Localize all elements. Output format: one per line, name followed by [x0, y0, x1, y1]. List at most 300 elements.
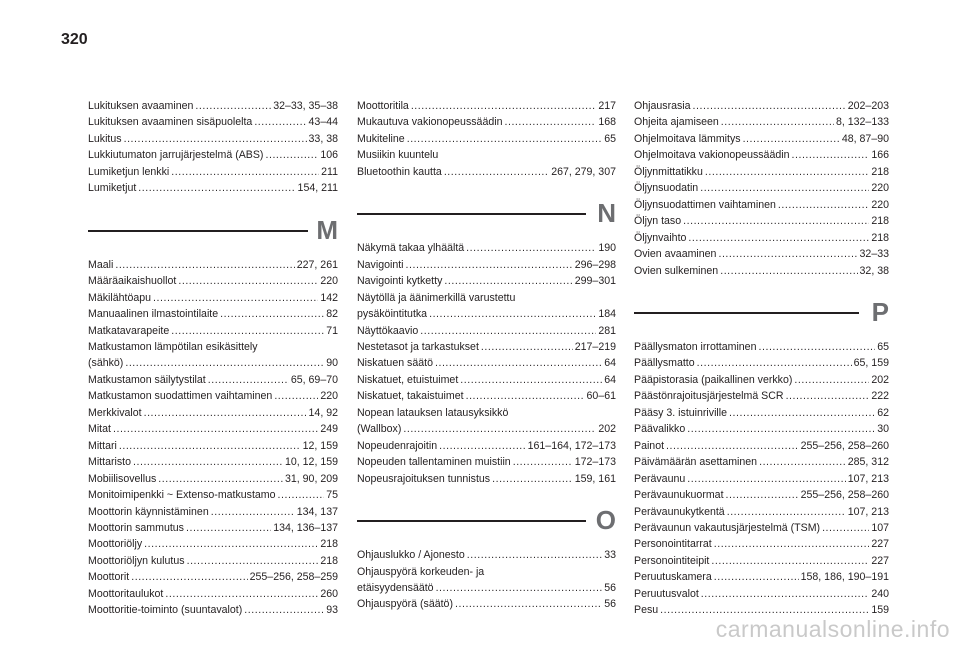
entry-pages: 32–33, 35–38: [273, 100, 338, 112]
entry-pages: 166: [871, 149, 889, 162]
entry-pages: 33: [604, 549, 616, 562]
dot-leader: [113, 421, 318, 437]
index-entry: [634, 454, 889, 470]
dot-leader: [444, 164, 549, 180]
index-column-2: [357, 98, 616, 613]
entry-pages: 202: [598, 423, 616, 436]
dot-leader: [697, 355, 852, 371]
entry-pages: 134, 137: [296, 505, 338, 518]
entry-term: Nopeudenrajoitin: [357, 439, 438, 452]
section-letter: O: [595, 505, 616, 536]
entry-pages: 159: [871, 604, 889, 617]
entry-pages: 90: [326, 357, 338, 370]
dot-leader: [278, 487, 325, 503]
index-entry: [634, 164, 889, 180]
dot-leader: [759, 454, 846, 470]
section-divider: [357, 213, 586, 215]
index-entry: [634, 147, 889, 163]
index-entry: [88, 388, 338, 404]
dot-leader: [711, 553, 869, 569]
dot-leader: [407, 131, 603, 147]
index-entry: [634, 355, 889, 371]
index-entry: [634, 98, 889, 114]
index-entry: [88, 487, 338, 503]
entry-term: Päällysmaton irrottaminen: [634, 340, 757, 353]
dot-leader: [513, 454, 573, 470]
dot-leader: [133, 454, 283, 470]
entry-term: Perävaunu: [634, 472, 686, 485]
entry-pages: 14, 92: [308, 406, 338, 419]
index-entry: [634, 246, 889, 262]
entry-pages: 220: [320, 275, 338, 288]
dot-leader: [435, 355, 602, 371]
entry-pages: 82: [326, 308, 338, 321]
dot-leader: [254, 114, 306, 130]
entry-pages: 107, 213: [847, 505, 889, 518]
entry-pages: 240: [871, 587, 889, 600]
entry-term: Merkkivalot: [88, 406, 142, 419]
entry-pages: 60–61: [586, 390, 616, 403]
dot-leader: [701, 586, 870, 602]
entry-term: Niskatuen säätö: [357, 357, 433, 370]
dot-leader: [211, 504, 295, 520]
entry-pages: 142: [320, 291, 338, 304]
entry-term: Pääsy 3. istuinriville: [634, 406, 728, 419]
entry-term: Moottorit: [88, 571, 130, 584]
section-header: [357, 503, 616, 537]
dot-leader: [178, 273, 318, 289]
entry-pages: 65, 69–70: [290, 373, 338, 386]
section-letter: N: [597, 198, 616, 229]
dot-leader: [439, 438, 526, 454]
entry-term: Monitoimipenkki ~ Extenso-matkustamo: [88, 489, 276, 502]
entry-term: Moottoriöljyn kulutus: [88, 554, 185, 567]
entry-pages: 33, 38: [308, 132, 338, 145]
dot-leader: [165, 586, 318, 602]
index-entry: [357, 596, 616, 612]
index-entry: [634, 504, 889, 520]
entry-term: Ohjauslukko / Ajonesto: [357, 549, 465, 562]
dot-leader: [791, 147, 869, 163]
index-entry: [357, 388, 616, 404]
dot-leader: [705, 164, 869, 180]
dot-leader: [466, 388, 585, 404]
entry-term: Navigointi kytketty: [357, 275, 443, 288]
entry-term: Määräaikaishuollot: [88, 275, 177, 288]
entry-pages: 217–219: [574, 340, 616, 353]
dot-leader: [171, 164, 319, 180]
entry-pages: 65, 159: [853, 357, 889, 370]
entry-pages: 218: [320, 554, 338, 567]
entry-term: pysäköintitutka: [357, 308, 428, 321]
dot-leader: [481, 339, 573, 355]
entry-term: Päällysmatto: [634, 357, 695, 370]
dot-leader: [186, 520, 271, 536]
dot-leader: [718, 246, 857, 262]
entry-term: Nopeuden tallentaminen muistiin: [357, 456, 511, 469]
index-entry: [357, 421, 616, 437]
index-entry: [634, 263, 889, 279]
index-entry: [88, 257, 338, 273]
entry-term: Näyttökaavio: [357, 324, 419, 337]
index-entry: [634, 131, 889, 147]
entry-pages: 62: [877, 406, 889, 419]
entry-pages: 255–256, 258–259: [249, 571, 338, 584]
entry-pages: 227, 261: [296, 258, 338, 271]
index-entry: [88, 504, 338, 520]
dot-leader: [153, 290, 318, 306]
index-entry: [88, 438, 338, 454]
dot-leader: [115, 257, 294, 273]
index-entry: Matkustamon lämpötilan esikäsittely: [88, 340, 258, 353]
section-divider: [88, 230, 308, 232]
index-column-3: [634, 98, 889, 619]
index-entry: Musiikin kuuntelu: [357, 149, 439, 162]
dot-leader: [714, 569, 799, 585]
dot-leader: [171, 323, 324, 339]
dot-leader: [467, 547, 602, 563]
dot-leader: [758, 339, 875, 355]
entry-pages: 32, 38: [859, 264, 889, 277]
watermark: carmanualsonline.info: [715, 616, 950, 642]
entry-pages: 43–44: [308, 116, 338, 129]
dot-leader: [420, 323, 596, 339]
entry-pages: 184: [598, 308, 616, 321]
dot-leader: [144, 405, 307, 421]
entry-term: Öljynmittatikku: [634, 165, 703, 178]
dot-leader: [687, 471, 846, 487]
entry-pages: 227: [871, 554, 889, 567]
entry-term: Perävaunukuormat: [634, 489, 724, 502]
index-entry: [357, 339, 616, 355]
dot-leader: [822, 520, 869, 536]
dot-leader: [429, 306, 596, 322]
entry-term: Personointitarrat: [634, 538, 712, 551]
entry-pages: 255–256, 258–260: [800, 489, 889, 502]
entry-pages: 159, 161: [574, 472, 616, 485]
index-entry: [88, 569, 338, 585]
dot-leader: [466, 240, 596, 256]
entry-pages: 296–298: [574, 258, 616, 271]
entry-term: Mobiilisovellus: [88, 472, 157, 485]
entry-pages: 8, 132–133: [835, 116, 889, 129]
index-entry: [88, 323, 338, 339]
index-entry: [88, 586, 338, 602]
index-entry: [634, 536, 889, 552]
index-entry: [88, 454, 338, 470]
index-entry: [88, 180, 338, 196]
index-entry: Näytöllä ja äänimerkillä varustettu: [357, 291, 516, 304]
dot-leader: [693, 98, 846, 114]
index-entry: [357, 164, 616, 180]
section-header: [357, 196, 616, 230]
entry-term: Lukituksen avaaminen sisäpuolelta: [88, 116, 253, 129]
entry-pages: 134, 136–137: [273, 521, 338, 534]
index-entry: [634, 520, 889, 536]
entry-term: Ohjausrasia: [634, 100, 691, 112]
index-entry: [634, 421, 889, 437]
index-entry: [357, 580, 616, 596]
index-entry: [357, 454, 616, 470]
dot-leader: [265, 147, 318, 163]
index-entry: [357, 273, 616, 289]
entry-pages: 211: [321, 165, 338, 178]
entry-pages: 202: [871, 373, 889, 386]
dot-leader: [700, 180, 869, 196]
entry-pages: 202–203: [847, 100, 889, 112]
entry-term: Lukkiutumaton jarrujärjestelmä (ABS): [88, 149, 264, 162]
dot-leader: [683, 213, 869, 229]
entry-pages: 158, 186, 190–191: [800, 571, 889, 584]
dot-leader: [119, 438, 301, 454]
dot-leader: [220, 306, 324, 322]
index-entry: [357, 323, 616, 339]
section-divider: [634, 312, 859, 314]
entry-pages: 299–301: [574, 275, 616, 288]
entry-term: Perävaunukytkentä: [634, 505, 725, 518]
dot-leader: [158, 471, 283, 487]
section-letter: P: [871, 296, 889, 327]
index-entry: [634, 438, 889, 454]
entry-pages: 190: [598, 242, 616, 255]
entry-term: Painot: [634, 439, 665, 452]
entry-pages: 64: [604, 373, 616, 386]
entry-term: Pääpistorasia (paikallinen verkko): [634, 373, 793, 386]
entry-pages: 48, 87–90: [841, 132, 889, 145]
dot-leader: [406, 257, 573, 273]
index-entry: [88, 273, 338, 289]
index-entry: [88, 98, 338, 114]
entry-pages: 106: [320, 149, 338, 162]
dot-leader: [131, 569, 247, 585]
entry-pages: 107, 213: [847, 472, 889, 485]
dot-leader: [727, 504, 846, 520]
index-entry: [88, 306, 338, 322]
entry-pages: 220: [320, 390, 338, 403]
index-entry: [634, 569, 889, 585]
index-entry: [634, 114, 889, 130]
entry-term: Päivämäärän asettaminen: [634, 456, 758, 469]
entry-pages: 267, 279, 307: [551, 165, 616, 178]
dot-leader: [460, 372, 602, 388]
index-entry: [88, 520, 338, 536]
entry-term: Päävalikko: [634, 423, 686, 436]
dot-leader: [504, 114, 596, 130]
index-entry: [88, 421, 338, 437]
dot-leader: [274, 388, 318, 404]
index-entry: Ohjauspyörä korkeuden- ja: [357, 565, 485, 578]
entry-term: Perävaunun vakautusjärjestelmä (TSM): [634, 521, 821, 534]
entry-term: Bluetoothin kautta: [357, 165, 442, 178]
index-entry: [88, 536, 338, 552]
entry-term: Mäkilähtöapu: [88, 291, 152, 304]
index-entry: [88, 405, 338, 421]
entry-term: Öljynvaihto: [634, 231, 687, 244]
dot-leader: [794, 372, 869, 388]
entry-term: Moottoritaulukot: [88, 587, 164, 600]
entry-term: Nestetasot ja tarkastukset: [357, 340, 479, 353]
index-entry: [357, 372, 616, 388]
index-entry: [357, 98, 616, 114]
entry-term: Mukautuva vakionopeussäädin: [357, 116, 503, 129]
index-entry: [357, 114, 616, 130]
dot-leader: [195, 98, 271, 114]
section-letter: M: [316, 214, 338, 245]
index-entry: [357, 438, 616, 454]
entry-pages: 227: [871, 538, 889, 551]
index-entry: [357, 257, 616, 273]
dot-leader: [778, 197, 869, 213]
dot-leader: [455, 596, 602, 612]
entry-term: Ovien avaaminen: [634, 248, 717, 261]
entry-pages: 217: [598, 100, 616, 112]
entry-pages: 218: [871, 215, 889, 228]
page-number: 320: [61, 31, 88, 48]
index-entry: [634, 180, 889, 196]
index-entry: [634, 388, 889, 404]
entry-term: Ohjelmoitava vakionopeussäädin: [634, 149, 790, 162]
entry-pages: 172–173: [574, 456, 616, 469]
entry-term: Matkatavarapeite: [88, 324, 170, 337]
entry-term: Ovien sulkeminen: [634, 264, 719, 277]
entry-term: Personointiteipit: [634, 554, 710, 567]
entry-pages: 249: [320, 423, 338, 436]
entry-pages: 31, 90, 209: [284, 472, 338, 485]
index-entry: [634, 586, 889, 602]
index-entry: [634, 405, 889, 421]
entry-pages: 30: [877, 423, 889, 436]
index-entry: [88, 131, 338, 147]
entry-pages: 218: [320, 538, 338, 551]
entry-pages: 12, 159: [302, 439, 338, 452]
index-entry: [357, 131, 616, 147]
dot-leader: [687, 421, 875, 437]
index-entry: [634, 553, 889, 569]
entry-term: (sähkö): [88, 357, 124, 370]
entry-pages: 220: [871, 198, 889, 211]
entry-term: Moottoritila: [357, 100, 409, 112]
entry-term: Lumiketjun lenkki: [88, 165, 170, 178]
entry-term: Manuaalinen ilmastointilaite: [88, 308, 219, 321]
index-entry: [88, 553, 338, 569]
index-entry: [357, 547, 616, 563]
entry-pages: 161–164, 172–173: [527, 439, 616, 452]
dot-leader: [743, 131, 840, 147]
entry-pages: 71: [326, 324, 338, 337]
index-entry: [88, 355, 338, 371]
entry-term: Peruutusvalot: [634, 587, 699, 600]
entry-term: Mittari: [88, 439, 117, 452]
entry-term: Öljynsuodattimen vaihtaminen: [634, 198, 776, 211]
index-entry: [634, 230, 889, 246]
entry-pages: 218: [871, 231, 889, 244]
entry-term: Matkustamon säilytystilat: [88, 373, 206, 386]
dot-leader: [444, 273, 572, 289]
dot-leader: [187, 553, 319, 569]
index-entry: [88, 164, 338, 180]
dot-leader: [720, 263, 857, 279]
index-entry: [357, 471, 616, 487]
entry-term: Moottoritie-toiminto (suuntavalot): [88, 604, 243, 617]
entry-pages: 93: [326, 604, 338, 617]
dot-leader: [208, 372, 289, 388]
entry-pages: 65: [604, 132, 616, 145]
entry-term: Mittaristo: [88, 456, 131, 469]
index-entry: [88, 471, 338, 487]
index-entry: [634, 372, 889, 388]
index-entry: [634, 197, 889, 213]
dot-leader: [666, 438, 799, 454]
entry-pages: 281: [598, 324, 616, 337]
entry-term: Ohjeita ajamiseen: [634, 116, 719, 129]
entry-term: Ohjauspyörä (säätö): [357, 598, 453, 611]
index-entry: [634, 487, 889, 503]
entry-pages: 218: [871, 165, 889, 178]
entry-pages: 56: [604, 581, 616, 594]
entry-term: Lukitus: [88, 132, 122, 145]
dot-leader: [786, 388, 870, 404]
entry-term: Navigointi: [357, 258, 404, 271]
dot-leader: [144, 536, 318, 552]
index-entry: [357, 355, 616, 371]
entry-pages: 222: [871, 390, 889, 403]
index-entry: [88, 114, 338, 130]
dot-leader: [688, 230, 869, 246]
index-entry: Nopean latauksen latausyksikkö: [357, 406, 509, 419]
entry-term: Mitat: [88, 423, 111, 436]
entry-pages: 64: [604, 357, 616, 370]
entry-term: Mukiteline: [357, 132, 405, 145]
dot-leader: [729, 405, 875, 421]
dot-leader: [244, 602, 324, 618]
index-entry: [88, 290, 338, 306]
entry-term: Peruutuskamera: [634, 571, 712, 584]
dot-leader: [726, 487, 799, 503]
dot-leader: [492, 471, 573, 487]
entry-term: Pesu: [634, 604, 659, 617]
entry-term: Näkymä takaa ylhäältä: [357, 242, 465, 255]
dot-leader: [125, 355, 324, 371]
index-entry: [634, 471, 889, 487]
dot-leader: [721, 114, 834, 130]
entry-term: Niskatuet, etuistuimet: [357, 373, 459, 386]
entry-term: Lukituksen avaaminen: [88, 100, 194, 112]
entry-term: Lumiketjut: [88, 182, 137, 195]
entry-pages: 32–33: [859, 248, 889, 261]
entry-pages: 168: [598, 116, 616, 129]
entry-pages: 220: [871, 182, 889, 195]
entry-pages: 10, 12, 159: [284, 456, 338, 469]
index-entry: [88, 602, 338, 618]
dot-leader: [138, 180, 295, 196]
dot-leader: [436, 580, 603, 596]
dot-leader: [403, 421, 596, 437]
entry-pages: 260: [320, 587, 338, 600]
entry-term: Matkustamon suodattimen vaihtaminen: [88, 390, 273, 403]
entry-term: Moottorin sammutus: [88, 521, 184, 534]
index-entry: [634, 213, 889, 229]
entry-pages: 56: [604, 598, 616, 611]
entry-pages: 65: [877, 340, 889, 353]
entry-term: Maali: [88, 258, 114, 271]
section-header: [88, 213, 338, 247]
entry-term: Öljyn taso: [634, 215, 682, 228]
entry-term: etäisyydensäätö: [357, 581, 434, 594]
dot-leader: [124, 131, 307, 147]
entry-term: Nopeusrajoituksen tunnistus: [357, 472, 491, 485]
index-entry: [88, 372, 338, 388]
section-divider: [357, 520, 586, 522]
